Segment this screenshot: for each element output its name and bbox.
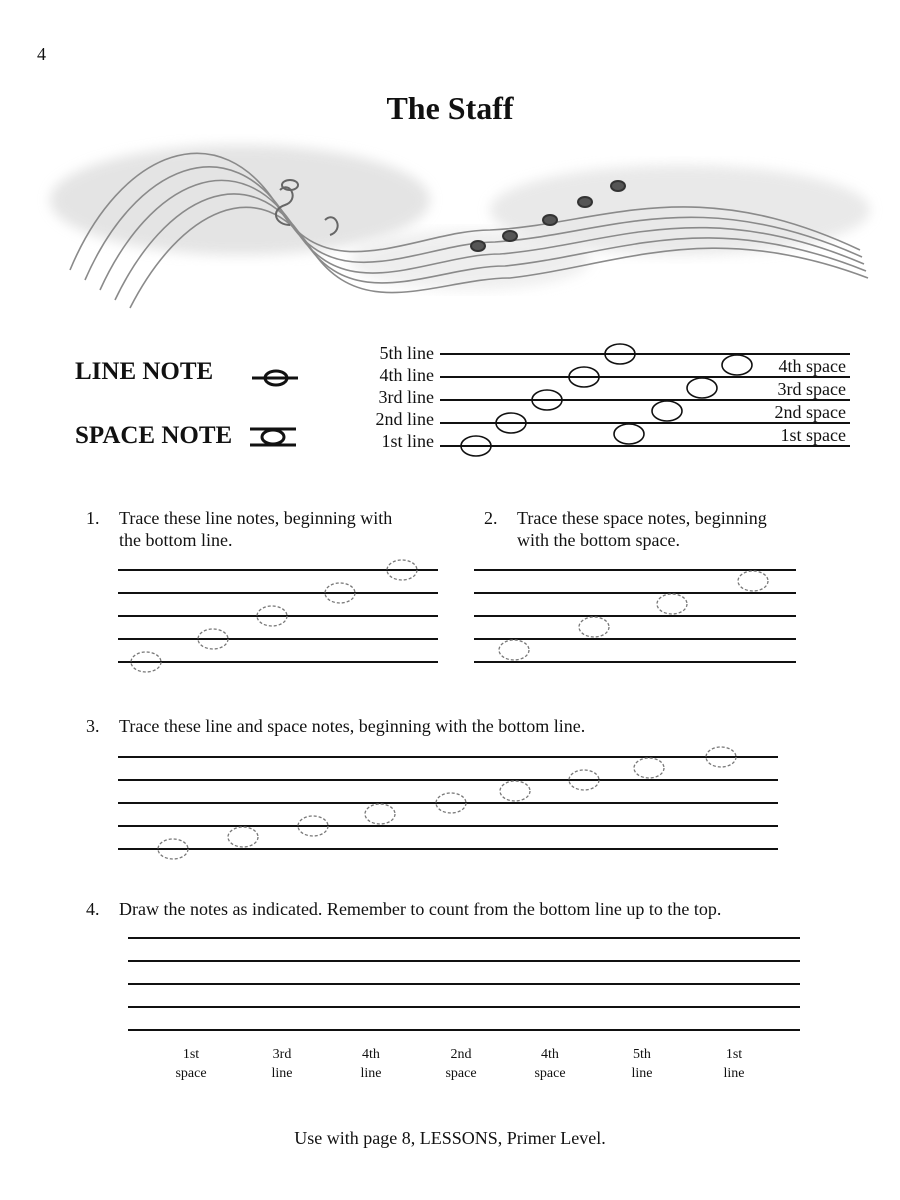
line-note-icon: [250, 366, 300, 390]
draw-target-1-ordinal: 1st: [182, 1047, 200, 1062]
exercise-1-number: 1.: [86, 508, 100, 528]
label-1st-space: 1st space: [780, 425, 846, 445]
label-2nd-space: 2nd space: [774, 402, 846, 422]
draw-target-5: [520, 1045, 580, 1083]
draw-target-3-type: line: [360, 1066, 382, 1081]
exercise-4-number: 4.: [86, 899, 100, 919]
label-2nd-line: 2nd line: [375, 409, 434, 429]
label-5th-line: 5th line: [379, 343, 434, 363]
exercise-2-instructions: [484, 507, 844, 553]
exercise-2-text-line2: with the bottom space.: [517, 530, 680, 550]
draw-target-7-type: line: [723, 1066, 745, 1081]
label-3rd-line: 3rd line: [378, 387, 434, 407]
label-4th-space: 4th space: [778, 356, 846, 376]
draw-target-6: [612, 1045, 672, 1083]
decorative-staff-illustration: [40, 120, 870, 310]
draw-target-2-ordinal: 3rd: [272, 1047, 292, 1062]
label-3rd-space: 3rd space: [777, 379, 846, 399]
space-note-label: SPACE NOTE: [75, 422, 233, 449]
draw-target-4-type: space: [445, 1066, 477, 1081]
exercise-3-staff[interactable]: [118, 745, 780, 865]
exercise-4-staff[interactable]: [128, 930, 802, 1040]
staff-line-labels: [362, 342, 434, 452]
page-number: 4: [37, 44, 46, 64]
draw-target-7-ordinal: 1st: [725, 1047, 743, 1062]
draw-target-6-type: line: [631, 1066, 653, 1081]
draw-target-5-type: space: [534, 1066, 566, 1081]
exercise-1-text-line1: Trace these line notes, beginning with: [119, 508, 393, 528]
exercise-1-text-line2: the bottom line.: [119, 530, 233, 550]
space-note-icon: [248, 425, 298, 449]
label-4th-line: 4th line: [379, 365, 434, 385]
page-title: The Staff: [386, 90, 514, 126]
draw-target-2-type: line: [271, 1066, 293, 1081]
draw-target-6-ordinal: 5th: [633, 1047, 651, 1062]
footer-note: Use with page 8, LESSONS, Primer Level.: [294, 1128, 606, 1148]
exercise-3-number: 3.: [86, 716, 100, 736]
draw-target-2: [252, 1045, 312, 1083]
draw-target-7: [704, 1045, 764, 1083]
draw-target-4-ordinal: 2nd: [450, 1047, 472, 1062]
exercise-3-text: Trace these line and space notes, beginning with the bottom line.: [119, 716, 586, 736]
exercise-2-text-line1: Trace these space notes, beginning: [517, 508, 767, 528]
label-1st-line: 1st line: [381, 431, 434, 451]
draw-target-3-ordinal: 4th: [362, 1047, 380, 1062]
exercise-2-staff[interactable]: [474, 555, 798, 675]
exercise-4-instructions: [86, 898, 866, 922]
draw-target-4: [431, 1045, 491, 1083]
exercise-2-number: 2.: [484, 508, 498, 528]
exercise-1-instructions: [86, 507, 446, 553]
staff-space-labels: [752, 355, 846, 447]
draw-target-3: [341, 1045, 401, 1083]
exercise-1-staff[interactable]: [118, 555, 440, 675]
line-note-label: LINE NOTE: [75, 358, 214, 385]
draw-target-5-ordinal: 4th: [541, 1047, 559, 1062]
exercise-3-instructions: [86, 715, 806, 739]
draw-target-1-type: space: [175, 1066, 207, 1081]
exercise-4-text: Draw the notes as indicated. Remember to count from the bottom line up to the top.: [119, 899, 722, 919]
draw-target-1: [161, 1045, 221, 1083]
